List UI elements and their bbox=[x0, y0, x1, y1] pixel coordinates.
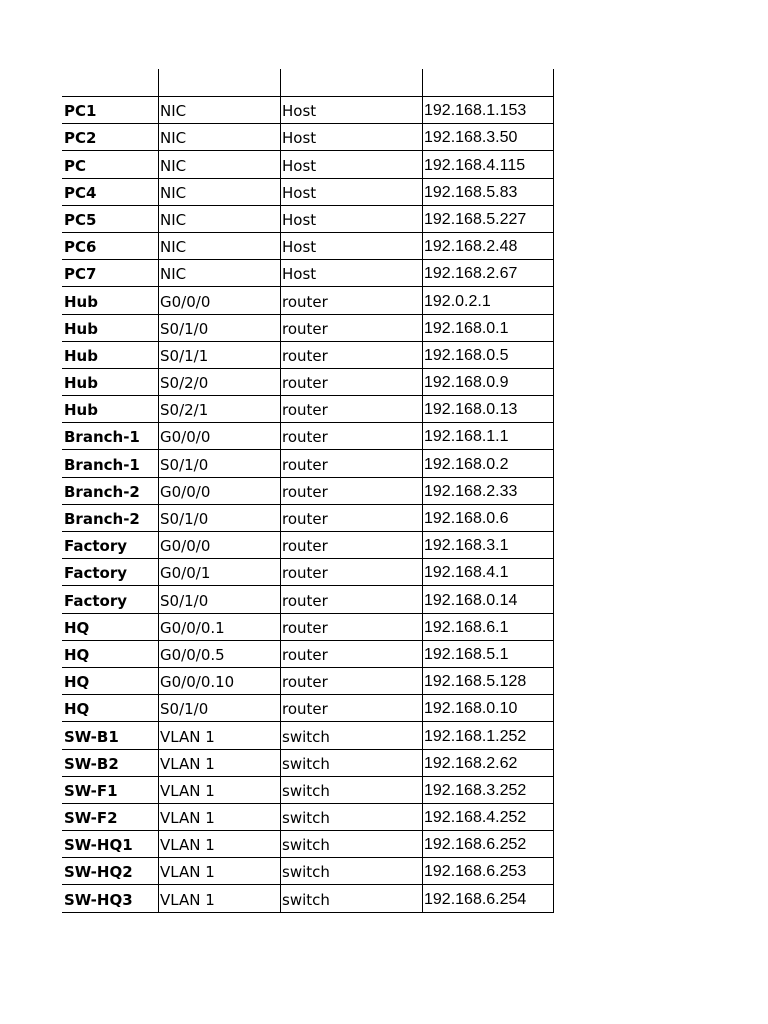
ip-address-cell: 192.168.3.252 bbox=[422, 777, 554, 803]
type-cell: router bbox=[280, 505, 422, 531]
device-cell: SW-F1 bbox=[64, 781, 118, 800]
interface-cell: G0/0/0 bbox=[158, 423, 280, 449]
ip-address-cell: 192.168.5.128 bbox=[422, 668, 554, 694]
table-row bbox=[62, 179, 554, 206]
type-cell: router bbox=[280, 668, 422, 694]
device-cell: PC4 bbox=[64, 183, 97, 202]
interface-cell: VLAN 1 bbox=[158, 858, 280, 884]
device-cell: SW-B1 bbox=[64, 727, 119, 746]
ip-address-cell: 192.168.0.2 bbox=[422, 450, 554, 476]
table-row bbox=[62, 586, 554, 613]
ip-address-cell: 192.168.0.5 bbox=[422, 342, 554, 368]
interface-cell: NIC bbox=[158, 260, 280, 286]
type-cell: router bbox=[280, 478, 422, 504]
device-cell: Hub bbox=[64, 292, 98, 311]
type-cell: Host bbox=[280, 260, 422, 286]
table-header-row bbox=[62, 69, 554, 97]
interface-cell: G0/0/0 bbox=[158, 287, 280, 313]
device-cell: Branch-2 bbox=[64, 510, 140, 528]
table-row bbox=[62, 450, 554, 477]
table-row bbox=[62, 641, 554, 668]
ip-address-cell: 192.168.5.1 bbox=[422, 641, 554, 667]
device-cell: PC6 bbox=[64, 238, 97, 257]
device-cell: PC7 bbox=[64, 265, 97, 284]
table-row bbox=[62, 831, 554, 858]
type-cell: router bbox=[280, 695, 422, 721]
type-cell: Host bbox=[280, 151, 422, 177]
type-cell: Host bbox=[280, 124, 422, 150]
ip-address-cell: 192.168.0.13 bbox=[422, 396, 554, 422]
interface-cell: G0/0/0.5 bbox=[158, 641, 280, 667]
type-cell: switch bbox=[280, 858, 422, 884]
type-cell: router bbox=[280, 641, 422, 667]
device-cell: HQ bbox=[64, 700, 90, 719]
device-cell: PC bbox=[64, 156, 87, 175]
interface-cell: G0/0/0.1 bbox=[158, 614, 280, 640]
type-cell: router bbox=[280, 287, 422, 313]
ip-address-cell: 192.168.5.83 bbox=[422, 179, 554, 205]
ip-address-cell: 192.168.2.67 bbox=[422, 260, 554, 286]
addressing-table bbox=[62, 69, 554, 913]
ip-address-cell: 192.168.1.252 bbox=[422, 722, 554, 748]
interface-cell: S0/2/0 bbox=[158, 369, 280, 395]
device-cell: HQ bbox=[64, 645, 90, 664]
interface-cell: NIC bbox=[158, 206, 280, 232]
device-cell: Hub bbox=[64, 401, 98, 420]
ip-address-cell: 192.168.6.252 bbox=[422, 831, 554, 857]
interface-cell: VLAN 1 bbox=[158, 777, 280, 803]
interface-cell: S0/1/0 bbox=[158, 695, 280, 721]
type-cell: Host bbox=[280, 206, 422, 232]
table-row bbox=[62, 804, 554, 831]
interface-cell: NIC bbox=[158, 151, 280, 177]
device-cell: SW-HQ3 bbox=[64, 890, 133, 909]
table-row bbox=[62, 151, 554, 178]
interface-cell: VLAN 1 bbox=[158, 885, 280, 911]
table-row bbox=[62, 777, 554, 804]
device-cell: PC2 bbox=[64, 129, 97, 148]
table-row bbox=[62, 124, 554, 151]
interface-cell: S0/1/0 bbox=[158, 450, 280, 476]
ip-address-cell: 192.168.6.1 bbox=[422, 614, 554, 640]
ip-address-cell: 192.168.0.9 bbox=[422, 369, 554, 395]
table-row bbox=[62, 423, 554, 450]
device-cell: Factory bbox=[64, 591, 128, 610]
device-cell: Hub bbox=[64, 319, 98, 338]
interface-cell: G0/0/0 bbox=[158, 532, 280, 558]
interface-cell: S0/1/0 bbox=[158, 586, 280, 612]
type-cell: switch bbox=[280, 885, 422, 911]
table-row bbox=[62, 97, 554, 124]
ip-address-cell: 192.168.0.14 bbox=[422, 586, 554, 612]
ip-address-cell: 192.168.6.254 bbox=[422, 885, 554, 911]
interface-cell: G0/0/1 bbox=[158, 559, 280, 585]
interface-cell: VLAN 1 bbox=[158, 750, 280, 776]
header-cell-ip bbox=[422, 69, 554, 96]
interface-cell: S0/1/0 bbox=[158, 505, 280, 531]
ip-address-cell: 192.168.3.50 bbox=[422, 124, 554, 150]
interface-cell: NIC bbox=[158, 97, 280, 123]
type-cell: router bbox=[280, 614, 422, 640]
device-cell: Hub bbox=[64, 374, 98, 393]
interface-cell: VLAN 1 bbox=[158, 804, 280, 830]
ip-address-cell: 192.168.0.1 bbox=[422, 315, 554, 341]
device-cell: HQ bbox=[64, 673, 90, 692]
ip-address-cell: 192.168.4.1 bbox=[422, 559, 554, 585]
table-row bbox=[62, 315, 554, 342]
device-cell: HQ bbox=[64, 618, 90, 637]
ip-address-cell: 192.168.4.252 bbox=[422, 804, 554, 830]
type-cell: switch bbox=[280, 804, 422, 830]
interface-cell: NIC bbox=[158, 124, 280, 150]
interface-cell: G0/0/0 bbox=[158, 478, 280, 504]
table-row bbox=[62, 750, 554, 777]
interface-cell: VLAN 1 bbox=[158, 831, 280, 857]
device-cell: SW-B2 bbox=[64, 754, 119, 773]
device-cell: Branch-1 bbox=[64, 455, 140, 474]
table-row bbox=[62, 478, 554, 505]
type-cell: switch bbox=[280, 831, 422, 857]
table-row bbox=[62, 233, 554, 260]
interface-cell: NIC bbox=[158, 179, 280, 205]
table-row bbox=[62, 885, 554, 912]
table-row bbox=[62, 668, 554, 695]
interface-cell: G0/0/0.10 bbox=[158, 668, 280, 694]
device-cell: Hub bbox=[64, 346, 98, 365]
table-row bbox=[62, 505, 554, 532]
table-row bbox=[62, 858, 554, 885]
table-row bbox=[62, 260, 554, 287]
type-cell: Host bbox=[280, 233, 422, 259]
ip-address-cell: 192.0.2.1 bbox=[422, 287, 554, 313]
ip-address-cell: 192.168.5.227 bbox=[422, 206, 554, 232]
device-cell: PC1 bbox=[64, 102, 97, 121]
type-cell: router bbox=[280, 586, 422, 612]
device-cell: SW-HQ1 bbox=[64, 836, 133, 855]
type-cell: router bbox=[280, 423, 422, 449]
device-cell: Branch-1 bbox=[64, 428, 140, 447]
type-cell: switch bbox=[280, 722, 422, 748]
device-cell: Factory bbox=[64, 564, 128, 583]
device-cell: SW-HQ2 bbox=[64, 863, 133, 882]
interface-cell: VLAN 1 bbox=[158, 722, 280, 748]
type-cell: router bbox=[280, 396, 422, 422]
table-row bbox=[62, 206, 554, 233]
table-row bbox=[62, 396, 554, 423]
ip-address-cell: 192.168.3.1 bbox=[422, 532, 554, 558]
ip-address-cell: 192.168.6.253 bbox=[422, 858, 554, 884]
interface-cell: NIC bbox=[158, 233, 280, 259]
ip-address-cell: 192.168.0.6 bbox=[422, 505, 554, 531]
type-cell: router bbox=[280, 342, 422, 368]
device-cell: Factory bbox=[64, 537, 128, 556]
device-cell: SW-F2 bbox=[64, 809, 118, 828]
table-row bbox=[62, 695, 554, 722]
table-row bbox=[62, 287, 554, 314]
type-cell: Host bbox=[280, 179, 422, 205]
device-cell: PC5 bbox=[64, 210, 97, 229]
ip-address-cell: 192.168.2.48 bbox=[422, 233, 554, 259]
header-cell-type bbox=[280, 69, 422, 96]
table-row bbox=[62, 532, 554, 559]
type-cell: router bbox=[280, 369, 422, 395]
ip-address-cell: 192.168.2.33 bbox=[422, 478, 554, 504]
ip-address-cell: 192.168.4.115 bbox=[422, 151, 554, 177]
ip-address-cell: 192.168.2.62 bbox=[422, 750, 554, 776]
table-row bbox=[62, 722, 554, 749]
ip-address-cell: 192.168.1.1 bbox=[422, 423, 554, 449]
interface-cell: S0/1/1 bbox=[158, 342, 280, 368]
table-row bbox=[62, 369, 554, 396]
type-cell: router bbox=[280, 532, 422, 558]
header-cell-device bbox=[62, 69, 158, 96]
type-cell: switch bbox=[280, 777, 422, 803]
type-cell: Host bbox=[280, 97, 422, 123]
type-cell: router bbox=[280, 450, 422, 476]
type-cell: router bbox=[280, 559, 422, 585]
type-cell: router bbox=[280, 315, 422, 341]
type-cell: switch bbox=[280, 750, 422, 776]
interface-cell: S0/1/0 bbox=[158, 315, 280, 341]
device-cell: Branch-2 bbox=[64, 482, 140, 501]
table-body bbox=[62, 97, 554, 913]
ip-address-cell: 192.168.1.153 bbox=[422, 97, 554, 123]
header-cell-interface bbox=[158, 69, 280, 96]
table-row bbox=[62, 342, 554, 369]
ip-address-cell: 192.168.0.10 bbox=[422, 695, 554, 721]
table-row bbox=[62, 614, 554, 641]
table-row bbox=[62, 559, 554, 586]
interface-cell: S0/2/1 bbox=[158, 396, 280, 422]
